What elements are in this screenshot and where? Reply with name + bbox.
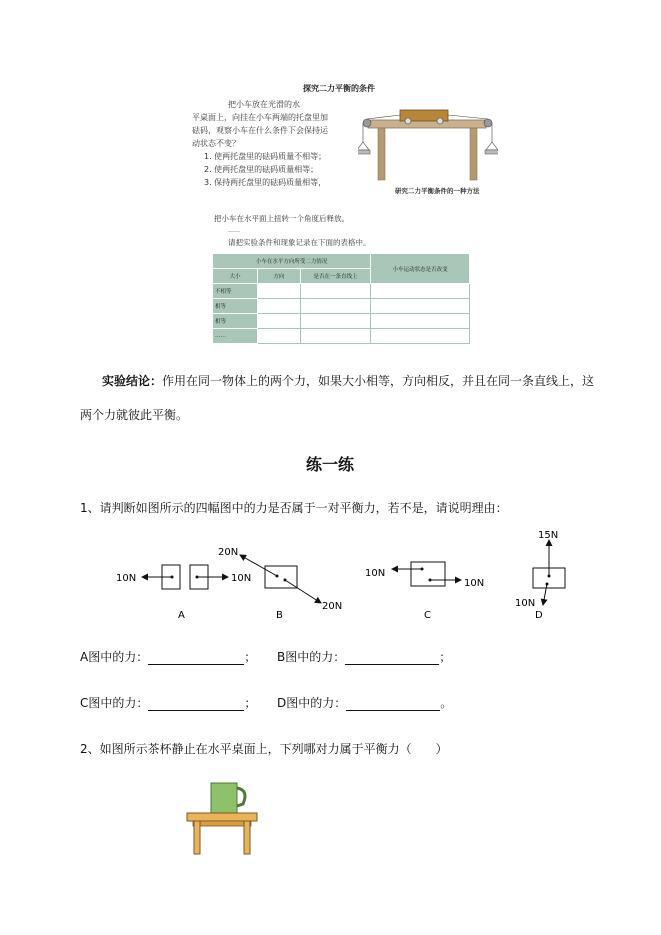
- conclusion-line-1: [102, 372, 594, 389]
- table-col-state: 小车运动状态是否改变: [371, 254, 470, 284]
- table-leg-right: [470, 128, 477, 180]
- pulley-right: [484, 119, 492, 127]
- table-row-label: ……: [213, 329, 258, 344]
- question-1-text: 1、请判断如图所示的四幅图中的力是否属于一对平衡力，若不是，请说明理由：: [80, 501, 508, 515]
- answer-c-prefix: C图中的力：: [80, 696, 149, 710]
- diagram-b-top-force: 20N: [218, 547, 239, 558]
- cart-wheel: [437, 118, 443, 124]
- answer-d: [277, 694, 452, 711]
- diagram-a: [116, 565, 251, 621]
- twist-line: 把小车在水平面上扭转一个角度后释放。: [214, 214, 349, 223]
- table-col-line: 是否在一条直线上: [300, 269, 371, 284]
- answer-d-blank[interactable]: [346, 710, 440, 711]
- answer-c: [80, 694, 256, 711]
- table-apron: [193, 821, 251, 826]
- answer-b-end: ；: [439, 650, 452, 664]
- conclusion-line-2: 两个力就彼此平衡。: [80, 408, 189, 422]
- diagram-c-label: C: [424, 610, 431, 621]
- table-row: [213, 299, 470, 314]
- dots-line: ……: [228, 227, 240, 234]
- diagram-a-left-force: 10N: [116, 573, 137, 584]
- table-leg-left: [194, 821, 200, 854]
- answer-d-prefix: D图中的力：: [277, 696, 347, 710]
- diagram-a-label: A: [178, 610, 185, 621]
- table-row: [213, 314, 470, 329]
- table-row-label: 不相等: [213, 284, 258, 299]
- answer-a-end: ；: [244, 650, 257, 664]
- table-row: [213, 284, 470, 299]
- answer-c-end: ；: [244, 696, 257, 710]
- section-title: 练一练: [306, 455, 355, 474]
- table-leg-right: [244, 821, 250, 854]
- intro-line-1: 把小车放在光滑的水: [228, 100, 300, 109]
- cup-body: [211, 783, 237, 813]
- diagram-b-bottom-force: 20N: [322, 601, 343, 612]
- answer-b-blank[interactable]: [345, 664, 439, 665]
- tray-left: [358, 142, 369, 150]
- diagram-b: [218, 547, 342, 621]
- question-2-text: 2、如图所示茶杯静止在水平桌面上，下列哪对力属于平衡力（ ）: [80, 742, 448, 756]
- diagram-d: [515, 530, 565, 621]
- table-row: [213, 329, 470, 344]
- intro-line-4: 动状态不变？: [192, 139, 240, 148]
- tray-right: [486, 142, 498, 150]
- diagram-c-left-force: 10N: [365, 568, 386, 579]
- table-row-label: 相等: [213, 314, 258, 329]
- conclusion-text-1: 作用在同一物体上的两个力，如果大小相等，方向相反，并且在同一条直线上，这: [162, 374, 595, 388]
- experiment-intro: [192, 98, 362, 189]
- answer-b-prefix: B图中的力：: [277, 650, 346, 664]
- condition-2: 2. 使两托盘里的砝码质量相等；: [204, 165, 319, 174]
- answer-d-end: 。: [440, 696, 453, 710]
- answer-a-prefix: A图中的力：: [80, 650, 149, 664]
- figure-caption: 研究二力平衡条件的一种方法: [395, 187, 480, 195]
- table-col-direction: 方向: [257, 269, 300, 284]
- experiment-title: 探究二力平衡的条件: [303, 84, 375, 93]
- diagram-a-right-force: 10N: [231, 573, 252, 584]
- answer-c-blank[interactable]: [148, 710, 244, 711]
- conclusion-label: 实验结论：: [102, 374, 163, 388]
- table-top: [187, 813, 257, 821]
- answer-b: [277, 648, 451, 665]
- force-diagrams: [100, 525, 580, 625]
- experiment-table: [212, 253, 470, 344]
- diagram-c: [365, 562, 484, 621]
- cup-on-table-illustration: [183, 778, 263, 858]
- condition-1: 1. 使两托盘里的砝码质量不相等；: [204, 152, 327, 161]
- diagram-d-label: D: [535, 610, 543, 621]
- diagram-d-bottom-force: 10N: [515, 598, 536, 609]
- diagram-c-right-force: 10N: [464, 578, 485, 589]
- apparatus-illustration: [358, 102, 498, 184]
- diagram-b-label: B: [276, 610, 283, 621]
- cart-wheel: [405, 118, 411, 124]
- intro-line-3: 砝码，观察小车在什么条件下会保持运: [192, 126, 328, 135]
- table-col-size: 大小: [213, 269, 258, 284]
- condition-3: 3. 保持两托盘里的砝码质量相等，: [204, 178, 327, 187]
- pulley-left: [363, 119, 371, 127]
- table-row-label: 相等: [213, 299, 258, 314]
- cup-handle: [237, 788, 245, 806]
- record-line: 请把实验条件和现象记录在下面的表格中。: [228, 238, 371, 247]
- diagram-d-top-force: 15N: [538, 530, 559, 541]
- answer-a: [80, 648, 256, 665]
- table-leg-left: [378, 128, 385, 180]
- intro-line-2: 平桌面上，向挂在小车两端的托盘里加: [192, 113, 328, 122]
- answer-a-blank[interactable]: [148, 664, 244, 665]
- table-group-header: 小车在水平方向所受二力情况: [213, 254, 371, 269]
